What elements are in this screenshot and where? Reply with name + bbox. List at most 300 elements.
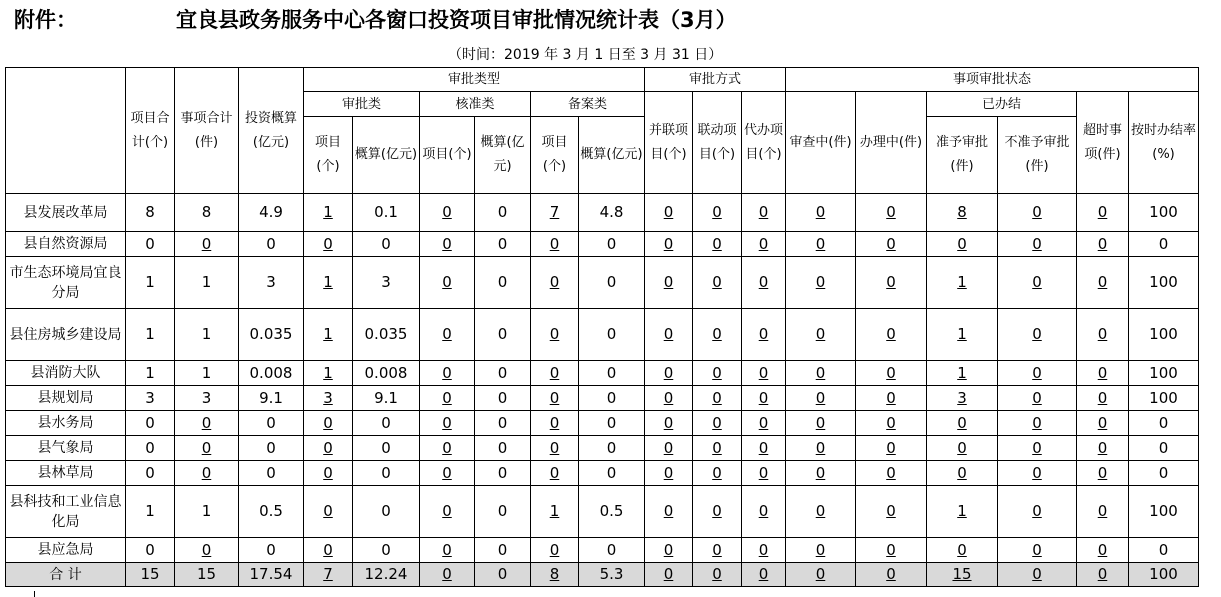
header-hz-project: 项目(个) <box>420 117 475 194</box>
linked-count[interactable]: 0 <box>1032 463 1042 482</box>
table-cell: 1 <box>175 257 239 309</box>
table-cell <box>927 436 998 461</box>
table-row <box>6 538 1199 563</box>
linked-count[interactable]: 0 <box>1032 565 1042 583</box>
linked-count[interactable]: 0 <box>758 438 769 457</box>
linked-count[interactable]: 0 <box>712 540 722 559</box>
table-cell: 0 <box>475 563 531 587</box>
linked-count[interactable]: 0 <box>442 565 452 583</box>
linked-count[interactable]: 0 <box>1097 540 1108 559</box>
linked-count[interactable]: 0 <box>201 438 212 457</box>
table-cell: 1 <box>126 486 175 538</box>
linked-count[interactable]: 0 <box>712 388 722 407</box>
linked-count[interactable]: 0 <box>1032 363 1042 382</box>
table-cell <box>693 194 742 232</box>
linked-count[interactable]: 0 <box>957 413 967 432</box>
linked-count[interactable]: 0 <box>1097 463 1108 482</box>
table-row <box>6 361 1199 386</box>
table-cell <box>645 361 693 386</box>
table-cell: 0 <box>126 538 175 563</box>
linked-count[interactable]: 0 <box>1097 203 1108 221</box>
approval-statistics-table <box>5 67 1199 587</box>
table-cell <box>420 232 475 257</box>
department-name: 县应急局 <box>6 538 126 563</box>
table-cell: 1 <box>175 309 239 361</box>
linked-count[interactable]: 0 <box>886 463 896 482</box>
table-cell: 3 <box>239 257 304 309</box>
linked-count[interactable]: 0 <box>712 273 722 291</box>
linked-count[interactable]: 0 <box>663 540 674 559</box>
linked-count[interactable]: 1 <box>957 325 967 343</box>
linked-count[interactable]: 0 <box>815 502 826 520</box>
table-cell: 100 <box>1129 194 1199 232</box>
linked-count[interactable]: 1 <box>957 502 967 520</box>
linked-count[interactable]: 0 <box>1097 363 1108 382</box>
linked-count[interactable]: 0 <box>886 438 896 457</box>
linked-count[interactable]: 0 <box>549 325 560 343</box>
department-name: 市生态环境局宜良分局 <box>6 257 126 309</box>
table-cell: 0 <box>239 538 304 563</box>
linked-count[interactable]: 0 <box>442 203 452 221</box>
linked-count[interactable]: 0 <box>442 502 452 520</box>
table-cell <box>693 461 742 486</box>
table-cell <box>645 563 693 587</box>
table-cell: 0 <box>353 232 420 257</box>
linked-count[interactable]: 0 <box>886 363 896 382</box>
table-cell <box>304 563 353 587</box>
table-cell <box>786 257 856 309</box>
linked-count[interactable]: 0 <box>549 463 560 482</box>
linked-count[interactable]: 0 <box>886 234 896 253</box>
table-cell: 1 <box>126 361 175 386</box>
linked-count[interactable]: 1 <box>323 273 333 291</box>
table-cell <box>856 309 927 361</box>
linked-count[interactable]: 0 <box>815 463 826 482</box>
linked-count[interactable]: 0 <box>815 234 826 253</box>
table-cell: 4.9 <box>239 194 304 232</box>
linked-count[interactable]: 0 <box>886 203 896 221</box>
linked-count[interactable]: 0 <box>442 540 452 559</box>
linked-count[interactable]: 0 <box>815 203 826 221</box>
linked-count[interactable]: 0 <box>712 413 722 432</box>
table-cell <box>304 361 353 386</box>
linked-count[interactable]: 0 <box>712 325 722 343</box>
linked-count[interactable]: 0 <box>815 565 826 583</box>
table-cell <box>1077 257 1129 309</box>
header-overdue: 超时事项(件) <box>1077 92 1129 194</box>
table-cell <box>998 257 1077 309</box>
linked-count[interactable]: 0 <box>1097 413 1108 432</box>
linked-count[interactable]: 0 <box>815 413 826 432</box>
table-cell: 1 <box>126 309 175 361</box>
table-cell <box>420 411 475 436</box>
linked-count[interactable]: 0 <box>758 203 769 221</box>
table-cell <box>742 194 786 232</box>
table-cell <box>693 486 742 538</box>
table-cell <box>304 309 353 361</box>
linked-count[interactable]: 0 <box>442 325 452 343</box>
linked-count[interactable]: 0 <box>1097 438 1108 457</box>
table-cell <box>1077 361 1129 386</box>
linked-count[interactable]: 0 <box>758 540 769 559</box>
linked-count[interactable]: 0 <box>1097 388 1108 407</box>
table-cell <box>175 461 239 486</box>
linked-count[interactable]: 0 <box>663 234 674 253</box>
table-cell: 9.1 <box>239 386 304 411</box>
table-cell <box>1077 194 1129 232</box>
table-cell <box>531 386 579 411</box>
table-cell: 0 <box>126 436 175 461</box>
header-sp-project: 项目(个) <box>304 117 353 194</box>
table-cell <box>693 257 742 309</box>
table-cell: 0 <box>353 538 420 563</box>
linked-count[interactable]: 1 <box>323 203 333 221</box>
linked-count[interactable]: 0 <box>663 388 674 407</box>
department-name: 县消防大队 <box>6 361 126 386</box>
page-title: 宜良县政务服务中心各窗口投资项目审批情况统计表（3月） <box>176 8 737 32</box>
table-cell <box>998 309 1077 361</box>
table-cell <box>1077 386 1129 411</box>
header-done: 已办结 <box>927 92 1077 117</box>
linked-count[interactable]: 0 <box>758 413 769 432</box>
table-cell <box>645 194 693 232</box>
linked-count[interactable]: 0 <box>1032 234 1042 253</box>
linked-count[interactable]: 0 <box>712 203 722 221</box>
linked-count[interactable]: 0 <box>663 273 674 291</box>
header-approval-type: 审批类型 <box>304 68 645 92</box>
linked-count[interactable]: 0 <box>663 438 674 457</box>
table-cell <box>304 436 353 461</box>
linked-count[interactable]: 0 <box>815 273 826 291</box>
linked-count[interactable]: 0 <box>549 363 560 382</box>
table-cell: 5.3 <box>579 563 645 587</box>
table-row <box>6 309 1199 361</box>
table-cell <box>531 436 579 461</box>
table-cell: 0 <box>579 538 645 563</box>
linked-count[interactable]: 0 <box>712 234 722 253</box>
table-cell <box>927 563 998 587</box>
table-cell <box>645 232 693 257</box>
table-cell: 0 <box>1129 461 1199 486</box>
table-cell <box>693 232 742 257</box>
linked-count[interactable]: 0 <box>758 273 769 291</box>
linked-count[interactable]: 0 <box>886 540 896 559</box>
table-cell: 0 <box>126 461 175 486</box>
header-beian: 备案类 <box>531 92 645 117</box>
table-cell <box>786 309 856 361</box>
header-ba-project: 项目(个) <box>531 117 579 194</box>
linked-count[interactable]: 0 <box>323 413 333 432</box>
linked-count[interactable]: 15 <box>952 565 972 583</box>
linked-count[interactable]: 0 <box>323 463 333 482</box>
linked-count[interactable]: 1 <box>323 325 333 343</box>
linked-count[interactable]: 1 <box>323 363 333 382</box>
linked-count[interactable]: 0 <box>886 388 896 407</box>
table-cell <box>742 486 786 538</box>
linked-count[interactable]: 0 <box>815 325 826 343</box>
linked-count[interactable]: 0 <box>758 388 769 407</box>
header-processing: 办理中(件) <box>856 92 927 194</box>
table-cell: 0 <box>126 232 175 257</box>
linked-count[interactable]: 0 <box>442 388 452 407</box>
table-cell <box>856 411 927 436</box>
linked-count[interactable]: 7 <box>549 203 560 221</box>
table-cell: 8 <box>126 194 175 232</box>
total-row <box>6 563 1199 587</box>
linked-count[interactable]: 0 <box>758 565 769 583</box>
department-name: 县气象局 <box>6 436 126 461</box>
linked-count[interactable]: 0 <box>815 540 826 559</box>
table-cell <box>856 461 927 486</box>
table-cell: 15 <box>175 563 239 587</box>
table-cell <box>998 436 1077 461</box>
table-cell <box>856 486 927 538</box>
linked-count[interactable]: 1 <box>957 273 967 291</box>
table-cell: 17.54 <box>239 563 304 587</box>
linked-count[interactable]: 0 <box>712 565 722 583</box>
table-cell: 0 <box>475 461 531 486</box>
linked-count[interactable]: 0 <box>712 502 722 520</box>
linked-count[interactable]: 0 <box>442 363 452 382</box>
table-cell <box>645 538 693 563</box>
linked-count[interactable]: 7 <box>323 565 333 583</box>
linked-count[interactable]: 0 <box>1032 388 1042 407</box>
linked-count[interactable]: 0 <box>957 463 967 482</box>
table-cell <box>304 486 353 538</box>
linked-count[interactable]: 0 <box>323 502 333 520</box>
table-cell <box>531 361 579 386</box>
table-cell <box>304 538 353 563</box>
header-item-total: 事项合计(件) <box>175 68 239 194</box>
linked-count[interactable]: 0 <box>957 234 967 253</box>
table-cell: 100 <box>1129 361 1199 386</box>
table-cell <box>856 436 927 461</box>
header-hezhun: 核准类 <box>420 92 531 117</box>
table-cell <box>742 411 786 436</box>
table-cell <box>420 538 475 563</box>
table-cell <box>420 309 475 361</box>
linked-count[interactable]: 0 <box>758 502 769 520</box>
table-cell <box>304 386 353 411</box>
linked-count[interactable]: 0 <box>201 463 212 482</box>
table-cell <box>856 361 927 386</box>
table-cell <box>531 563 579 587</box>
table-cell <box>786 386 856 411</box>
linked-count[interactable]: 0 <box>758 363 769 382</box>
linked-count[interactable]: 0 <box>758 463 769 482</box>
linked-count[interactable]: 0 <box>1097 273 1108 291</box>
table-cell: 0.5 <box>239 486 304 538</box>
linked-count[interactable]: 8 <box>957 203 967 221</box>
linked-count[interactable]: 0 <box>886 502 896 520</box>
linked-count[interactable]: 0 <box>1032 325 1042 343</box>
table-row <box>6 411 1199 436</box>
table-row <box>6 232 1199 257</box>
department-name: 县科技和工业信息化局 <box>6 486 126 538</box>
header-ba-budget: 概算(亿元) <box>579 117 645 194</box>
linked-count[interactable]: 0 <box>1097 502 1108 520</box>
linked-count[interactable]: 0 <box>323 234 333 253</box>
linked-count[interactable]: 0 <box>549 438 560 457</box>
linked-count[interactable]: 8 <box>549 565 560 583</box>
table-cell: 0 <box>475 257 531 309</box>
linked-count[interactable]: 0 <box>1032 203 1042 221</box>
table-cell <box>420 194 475 232</box>
linked-count[interactable]: 0 <box>957 540 967 559</box>
linked-count[interactable]: 0 <box>712 463 722 482</box>
table-cell: 9.1 <box>353 386 420 411</box>
table-cell: 0 <box>475 194 531 232</box>
table-cell <box>645 486 693 538</box>
table-cell <box>420 386 475 411</box>
table-cell <box>998 411 1077 436</box>
table-cell <box>927 386 998 411</box>
table-cell <box>1077 563 1129 587</box>
linked-count[interactable]: 0 <box>323 540 333 559</box>
table-cell <box>420 257 475 309</box>
table-cell <box>645 436 693 461</box>
table-cell <box>531 194 579 232</box>
table-cell: 0 <box>126 411 175 436</box>
table-cell: 0 <box>475 386 531 411</box>
linked-count[interactable]: 0 <box>663 203 674 221</box>
table-cell <box>693 563 742 587</box>
table-row <box>6 257 1199 309</box>
linked-count[interactable]: 0 <box>663 363 674 382</box>
linked-count[interactable]: 0 <box>886 325 896 343</box>
linked-count[interactable]: 0 <box>201 234 212 253</box>
linked-count[interactable]: 0 <box>1097 565 1108 583</box>
linked-count[interactable]: 0 <box>442 273 452 291</box>
linked-count[interactable]: 0 <box>1032 413 1042 432</box>
linked-count[interactable]: 0 <box>442 234 452 253</box>
linked-count[interactable]: 0 <box>815 438 826 457</box>
table-cell: 3 <box>126 386 175 411</box>
table-cell <box>1077 461 1129 486</box>
linked-count[interactable]: 0 <box>758 234 769 253</box>
table-cell <box>856 386 927 411</box>
table-cell <box>645 461 693 486</box>
linked-count[interactable]: 0 <box>815 388 826 407</box>
table-cell: 0 <box>239 411 304 436</box>
table-cell <box>1077 411 1129 436</box>
linked-count[interactable]: 3 <box>323 388 333 407</box>
linked-count[interactable]: 0 <box>323 438 333 457</box>
linked-count[interactable]: 0 <box>1032 540 1042 559</box>
department-name: 县自然资源局 <box>6 232 126 257</box>
linked-count[interactable]: 0 <box>815 363 826 382</box>
table-cell <box>998 461 1077 486</box>
linked-count[interactable]: 0 <box>663 463 674 482</box>
linked-count[interactable]: 0 <box>549 234 560 253</box>
table-cell <box>420 361 475 386</box>
linked-count[interactable]: 0 <box>1097 234 1108 253</box>
linked-count[interactable]: 0 <box>201 540 212 559</box>
linked-count[interactable]: 0 <box>549 273 560 291</box>
linked-count[interactable]: 0 <box>1032 273 1042 291</box>
linked-count[interactable]: 0 <box>957 438 967 457</box>
table-cell: 0 <box>579 411 645 436</box>
table-cell: 0 <box>579 386 645 411</box>
linked-count[interactable]: 0 <box>886 413 896 432</box>
table-cell <box>1077 309 1129 361</box>
linked-count[interactable]: 0 <box>549 413 560 432</box>
table-cell <box>786 411 856 436</box>
linked-count[interactable]: 0 <box>663 565 674 583</box>
table-cell <box>998 361 1077 386</box>
table-cell <box>786 486 856 538</box>
table-cell: 0 <box>353 411 420 436</box>
table-cell <box>856 538 927 563</box>
table-cell <box>927 257 998 309</box>
linked-count[interactable]: 0 <box>886 273 896 291</box>
department-name: 县住房城乡建设局 <box>6 309 126 361</box>
linked-count[interactable]: 0 <box>442 413 452 432</box>
table-cell <box>742 386 786 411</box>
linked-count[interactable]: 0 <box>663 502 674 520</box>
table-cell: 0 <box>475 361 531 386</box>
linked-count[interactable]: 0 <box>442 463 452 482</box>
table-cell <box>742 232 786 257</box>
linked-count[interactable]: 3 <box>957 388 967 407</box>
table-cell <box>693 411 742 436</box>
linked-count[interactable]: 0 <box>442 438 452 457</box>
table-cell: 4.8 <box>579 194 645 232</box>
table-cell <box>304 461 353 486</box>
table-cell <box>1077 486 1129 538</box>
table-cell <box>645 411 693 436</box>
header-reviewing: 审查中(件) <box>786 92 856 194</box>
table-cell: 0 <box>353 461 420 486</box>
table-cell <box>693 361 742 386</box>
linked-count[interactable]: 0 <box>712 363 722 382</box>
linked-count[interactable]: 1 <box>957 363 967 382</box>
table-cell: 100 <box>1129 386 1199 411</box>
table-cell: 0 <box>1129 411 1199 436</box>
linked-count[interactable]: 0 <box>712 438 722 457</box>
table-row <box>6 194 1199 232</box>
table-cell <box>304 194 353 232</box>
table-cell: 3 <box>353 257 420 309</box>
table-cell <box>742 563 786 587</box>
linked-count[interactable]: 0 <box>1032 502 1042 520</box>
linked-count[interactable]: 0 <box>663 325 674 343</box>
table-cell <box>175 411 239 436</box>
table-cell <box>742 309 786 361</box>
linked-count[interactable]: 0 <box>549 540 560 559</box>
linked-count[interactable]: 0 <box>663 413 674 432</box>
linked-count[interactable]: 0 <box>758 325 769 343</box>
header-linked: 联动项目(个) <box>693 92 742 194</box>
linked-count[interactable]: 1 <box>549 502 560 520</box>
table-cell <box>175 232 239 257</box>
table-cell <box>742 361 786 386</box>
linked-count[interactable]: 0 <box>1032 438 1042 457</box>
table-cell: 0.1 <box>353 194 420 232</box>
header-sp-budget: 概算(亿元) <box>353 117 420 194</box>
linked-count[interactable]: 0 <box>549 388 560 407</box>
linked-count[interactable]: 0 <box>886 565 896 583</box>
table-cell <box>856 194 927 232</box>
linked-count[interactable]: 0 <box>201 413 212 432</box>
department-name: 县水务局 <box>6 411 126 436</box>
table-cell: 0 <box>239 232 304 257</box>
table-cell <box>304 411 353 436</box>
table-cell: 0 <box>579 361 645 386</box>
header-rejected: 不准予审批(件) <box>998 117 1077 194</box>
table-cell: 1 <box>175 486 239 538</box>
linked-count[interactable]: 0 <box>1097 325 1108 343</box>
